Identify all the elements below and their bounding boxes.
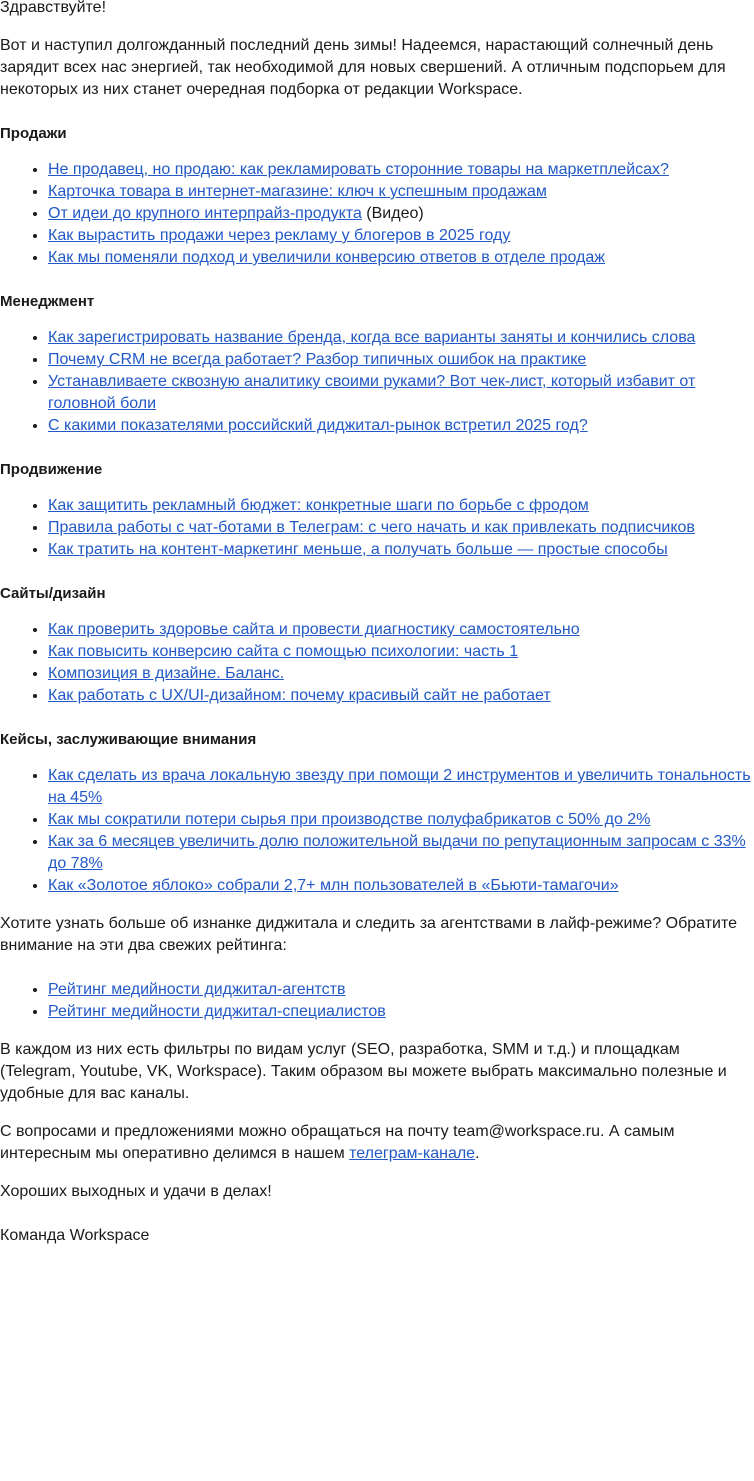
- article-link[interactable]: Карточка товара в интернет-магазине: ключ к успешным продажам: [48, 183, 547, 200]
- article-link[interactable]: С какими показателями российский диджитал-рынок встретил 2025 год?: [48, 417, 588, 434]
- article-link[interactable]: Как мы поменяли подход и увеличили конверсию ответов в отделе продаж: [48, 249, 606, 266]
- list-item: [48, 663, 754, 685]
- telegram-channel-link[interactable]: телеграм-канале: [349, 1145, 476, 1162]
- section-title: Менеджмент: [0, 293, 95, 310]
- section-title: Продвижение: [0, 461, 103, 478]
- article-link[interactable]: Как работать с UX/UI-дизайном: почему красивый сайт не работает: [48, 687, 551, 704]
- list-item: [48, 371, 754, 415]
- article-link[interactable]: Как сделать из врача локальную звезду при помощи 2 инструментов и увеличить тональность на 45%: [48, 767, 751, 806]
- intro-paragraph: Вот и наступил долгожданный последний день зимы! Надеемся, нарастающий солнечный день зарядит всех нас энергией, так необходимой для новых свершений. А отличным подспорьем для некоторых из них станет очередная подборка от редакции Workspace.: [0, 37, 726, 98]
- section-title: Кейсы, заслуживающие внимания: [0, 731, 257, 748]
- list-item: [48, 225, 754, 247]
- list-item: [48, 539, 754, 561]
- article-list: [0, 327, 754, 437]
- article-link[interactable]: Как повысить конверсию сайта с помощью психологии: часть 1: [48, 643, 519, 660]
- list-item: [48, 181, 754, 203]
- section-title: Сайты/дизайн: [0, 585, 106, 602]
- list-item: [48, 349, 754, 371]
- list-item: [48, 159, 754, 181]
- list-item: [48, 979, 754, 1001]
- rating-link[interactable]: Рейтинг медийности диджитал-специалистов: [48, 1003, 386, 1020]
- list-item: [48, 685, 754, 707]
- article-list: [0, 159, 754, 269]
- contact-text: С вопросами и предложениями можно обращаться на почту team@workspace.ru. А самым интересным мы оперативно делимся в нашем: [0, 1123, 675, 1162]
- article-link[interactable]: Как «Золотое яблоко» собрали 2,7+ млн пользователей в «Бьюти-тамагочи»: [48, 877, 619, 894]
- list-item: [48, 765, 754, 809]
- article-link[interactable]: Как зарегистрировать название бренда, когда все варианты заняты и кончились слова: [48, 329, 696, 346]
- article-list: [0, 619, 754, 707]
- list-item: [48, 517, 754, 539]
- list-item: [48, 247, 754, 269]
- list-item: [48, 415, 754, 437]
- article-link[interactable]: Как проверить здоровье сайта и провести диагностику самостоятельно: [48, 621, 580, 638]
- list-item: [48, 203, 754, 225]
- rating-link[interactable]: Рейтинг медийности диджитал-агентств: [48, 981, 346, 998]
- filters-paragraph: В каждом из них есть фильтры по видам услуг (SEO, разработка, SMM и т.д.) и площадкам (Telegram, Youtube, VK, Workspace). Таким образом вы можете выбрать максимально полезные и удобные для вас каналы.: [0, 1041, 727, 1102]
- article-link[interactable]: Почему CRM не всегда работает? Разбор типичных ошибок на практике: [48, 351, 587, 368]
- article-link[interactable]: Как мы сократили потери сырья при производстве полуфабрикатов с 50% до 2%: [48, 811, 651, 828]
- article-link[interactable]: Правила работы с чат-ботами в Телеграм: с чего начать и как привлекать подписчиков: [48, 519, 695, 536]
- list-item: [48, 495, 754, 517]
- list-item: [48, 641, 754, 663]
- contact-text-end: .: [475, 1145, 480, 1162]
- ratings-list: [0, 979, 754, 1023]
- list-item: [48, 619, 754, 641]
- article-link[interactable]: Как защитить рекламный бюджет: конкретные шаги по борьбе с фродом: [48, 497, 589, 514]
- article-link[interactable]: Не продавец, но продаю: как рекламировать сторонние товары на маркетплейсах?: [48, 161, 669, 178]
- list-item: [48, 875, 754, 897]
- article-list: [0, 495, 754, 561]
- article-list: [0, 765, 754, 897]
- article-link[interactable]: Композиция в дизайне. Баланс.: [48, 665, 285, 682]
- signature: Команда Workspace: [0, 1227, 150, 1244]
- article-link[interactable]: От идеи до крупного интерпрайз-продукта: [48, 205, 362, 222]
- list-item: [48, 327, 754, 349]
- article-link[interactable]: Как за 6 месяцев увеличить долю положительной выдачи по репутационным запросам с 33% до 78%: [48, 833, 746, 872]
- article-note: (Видео): [361, 205, 424, 222]
- greeting: Здравствуйте!: [0, 0, 107, 16]
- article-sections: [0, 123, 754, 897]
- article-link[interactable]: Как вырастить продажи через рекламу у блогеров в 2025 году: [48, 227, 511, 244]
- farewell: Хороших выходных и удачи в делах!: [0, 1183, 272, 1200]
- list-item: [48, 809, 754, 831]
- list-item: [48, 1001, 754, 1023]
- section-title: Продажи: [0, 125, 67, 142]
- contact-paragraph: [0, 1121, 754, 1165]
- list-item: [48, 831, 754, 875]
- article-link[interactable]: Как тратить на контент-маркетинг меньше, а получать больше — простые способы: [48, 541, 668, 558]
- article-link[interactable]: Устанавливаете сквозную аналитику своими руками? Вот чек-лист, который избавит от головной боли: [48, 373, 696, 412]
- ratings-intro: Хотите узнать больше об изнанке диджитала и следить за агентствами в лайф-режиме? Обратите внимание на эти два свежих рейтинга:: [0, 915, 738, 954]
